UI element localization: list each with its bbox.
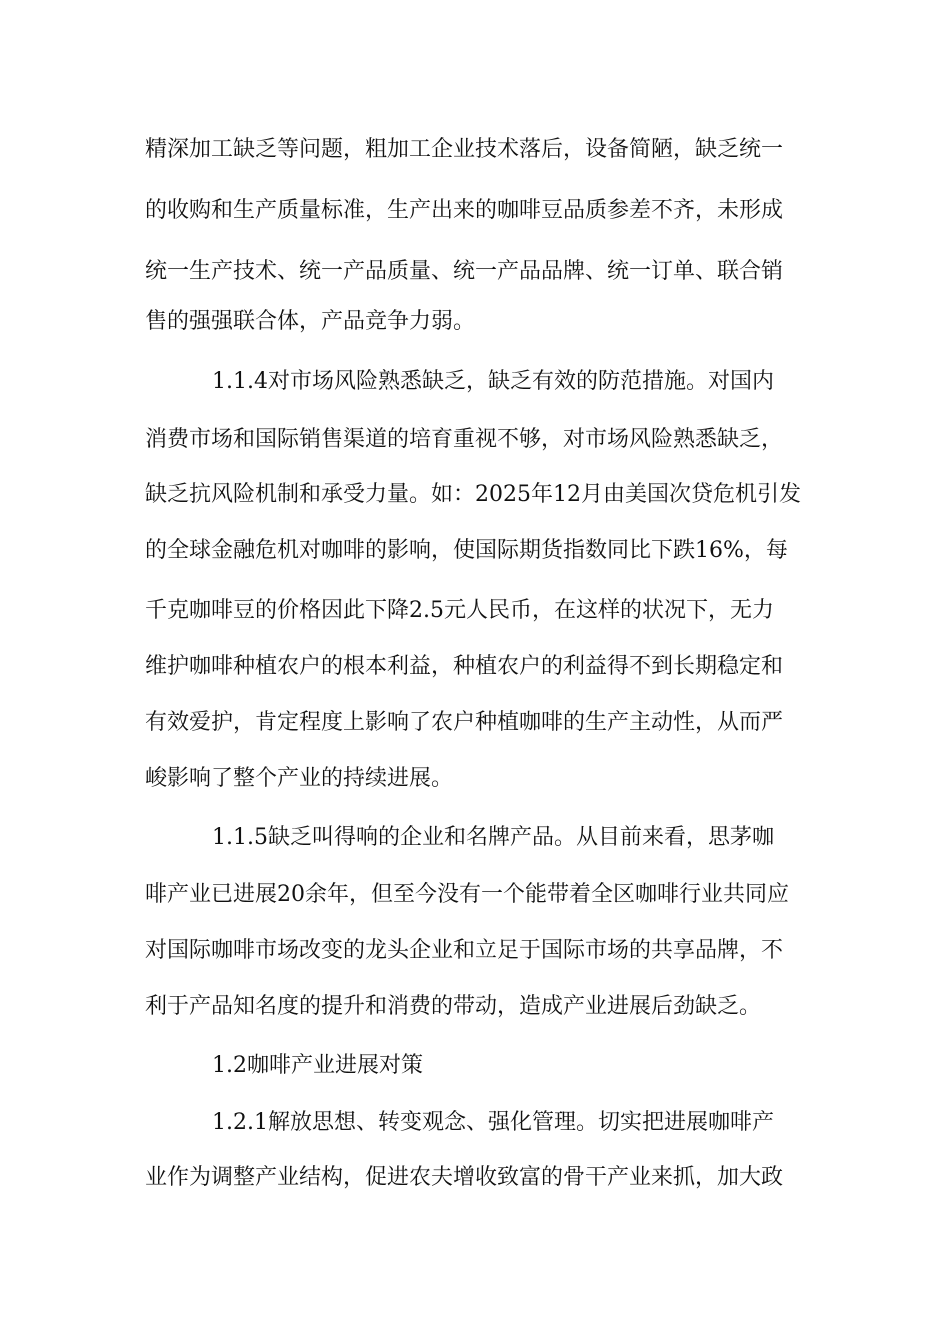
- body-text-line: 业作为调整产业结构，促进农夫增收致富的骨干产业来抓，加大政: [145, 1165, 784, 1190]
- body-text-line: 利于产品知名度的提升和消费的带动，造成产业进展后劲缺乏。: [145, 994, 762, 1019]
- section-heading-1-1-5: 1.1.5缺乏叫得响的企业和名牌产品。从目前来看，思茅咖: [212, 825, 774, 850]
- body-text-line: 统一生产技术、统一产品质量、统一产品品牌、统一订单、联合销: [145, 259, 784, 284]
- section-heading-1-1-4: 1.1.4对市场风险熟悉缺乏，缺乏有效的防范措施。对国内: [212, 369, 774, 394]
- body-text-line: 千克咖啡豆的价格因此下降2.5元人民币，在这样的状况下，无力: [145, 598, 774, 623]
- body-text-line: 的全球金融危机对咖啡的影响，使国际期货指数同比下跌16%，每: [145, 538, 788, 563]
- body-text-line: 有效爱护，肯定程度上影响了农户种植咖啡的生产主动性，从而严: [145, 710, 784, 735]
- section-heading-1-2-1: 1.2.1解放思想、转变观念、强化管理。切实把进展咖啡产: [212, 1110, 774, 1135]
- body-text-line: 峻影响了整个产业的持续进展。: [145, 766, 454, 791]
- body-text-line: 对国际咖啡市场改变的龙头企业和立足于国际市场的共享品牌，不: [145, 938, 784, 963]
- body-text-line: 精深加工缺乏等问题，粗加工企业技术落后，设备简陋，缺乏统一: [145, 137, 784, 162]
- body-text-line: 维护咖啡种植农户的根本利益，种植农户的利益得不到长期稳定和: [145, 654, 784, 679]
- body-text-line: 啡产业已进展20余年，但至今没有一个能带着全区咖啡行业共同应: [145, 882, 789, 907]
- body-text-line: 售的强强联合体，产品竞争力弱。: [145, 309, 476, 334]
- body-text-line: 的收购和生产质量标准，生产出来的咖啡豆品质参差不齐，未形成: [145, 198, 784, 223]
- body-text-line: 消费市场和国际销售渠道的培育重视不够，对市场风险熟悉缺乏，: [145, 427, 784, 452]
- section-heading-1-2: 1.2咖啡产业进展对策: [212, 1053, 423, 1078]
- body-text-line: 缺乏抗风险机制和承受力量。如：2025年12月由美国次贷危机引发: [145, 482, 801, 507]
